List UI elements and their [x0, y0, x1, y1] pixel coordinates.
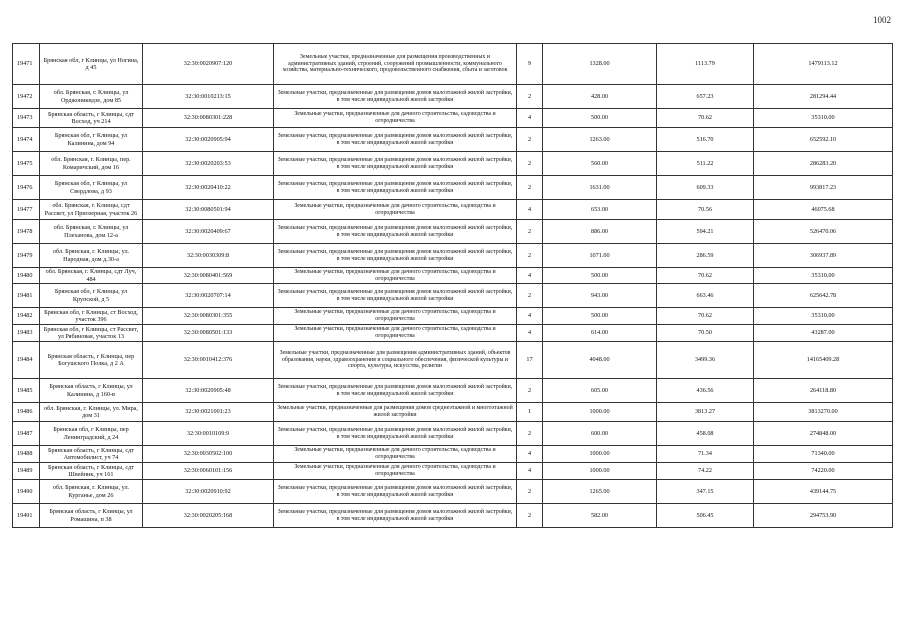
area-cell: 1631.00 — [543, 176, 657, 200]
address-cell: обл. Брянская, г. Клинцы, ул Плеханова, дом 12-а — [40, 220, 143, 244]
specific-value-cell: 3499.36 — [657, 342, 754, 379]
table-row — [13, 109, 893, 128]
area-cell: 1000.00 — [543, 463, 657, 480]
area-cell: 1265.00 — [543, 480, 657, 504]
cadastral-number-cell: 32:30:0020409:67 — [143, 220, 274, 244]
table-row — [13, 446, 893, 463]
specific-value-cell: 506.45 — [657, 504, 754, 528]
table-row — [13, 152, 893, 176]
address-cell: Брянская обл, г Клинцы, пер Ленинградский, д 24 — [40, 422, 143, 446]
land-use-cell: Земельные участки, предназначенные для размещения домов малоэтажной жилой застройки, в том числе индивидуальной жилой застройки — [274, 152, 517, 176]
cadastral-value-cell: 439144.75 — [754, 480, 893, 504]
land-use-cell: Земельные участки, предназначенные для размещения домов среднеэтажной и многоэтажной жилой застройки — [274, 403, 517, 422]
record-number-cell: 19482 — [13, 308, 40, 325]
land-use-cell: Земельные участки, предназначенные для размещения домов малоэтажной жилой застройки, в том числе индивидуальной жилой застройки — [274, 284, 517, 308]
land-use-cell: Земельные участки, предназначенные для размещения домов малоэтажной жилой застройки, в том числе индивидуальной жилой застройки — [274, 480, 517, 504]
land-use-cell: Земельные участки, предназначенные для размещения домов малоэтажной жилой застройки, в том числе индивидуальной жилой застройки — [274, 244, 517, 268]
land-use-cell: Земельные участки, предназначенные для дачного строительства, садоводства и огородничества — [274, 109, 517, 128]
record-number-cell: 19480 — [13, 268, 40, 284]
specific-value-cell: 70.62 — [657, 268, 754, 284]
area-cell: 1263.00 — [543, 128, 657, 152]
cadastral-value-cell: 625642.78 — [754, 284, 893, 308]
address-cell: Брянская область, г Клинцы, сдт Швейник, уч 161 — [40, 463, 143, 480]
cadastral-number-cell: 32:30:0080501:133 — [143, 325, 274, 342]
cadastral-value-cell: 46075.68 — [754, 200, 893, 220]
cadastral-number-cell: 32:30:0020905:48 — [143, 379, 274, 403]
address-cell: обл. Брянская, г. Клинцы, пер. Комаричский, дом 16 — [40, 152, 143, 176]
area-cell: 886.00 — [543, 220, 657, 244]
table-row — [13, 200, 893, 220]
specific-value-cell: 3813.27 — [657, 403, 754, 422]
record-number-cell: 19475 — [13, 152, 40, 176]
use-group-cell: 2 — [517, 244, 543, 268]
table-row — [13, 220, 893, 244]
record-number-cell: 19473 — [13, 109, 40, 128]
cadastral-number-cell: 32:30:0080301:355 — [143, 308, 274, 325]
table-row — [13, 284, 893, 308]
use-group-cell: 2 — [517, 480, 543, 504]
table-row — [13, 128, 893, 152]
specific-value-cell: 347.15 — [657, 480, 754, 504]
use-group-cell: 2 — [517, 422, 543, 446]
address-cell: Брянская обл, г Клинцы, ул Ногина, д 45 — [40, 44, 143, 85]
land-use-cell: Земельные участки, предназначенные для дачного строительства, садоводства и огородничества — [274, 325, 517, 342]
use-group-cell: 17 — [517, 342, 543, 379]
area-cell: 560.00 — [543, 152, 657, 176]
area-cell: 428.00 — [543, 85, 657, 109]
use-group-cell: 9 — [517, 44, 543, 85]
record-number-cell: 19483 — [13, 325, 40, 342]
address-cell: Брянская область, г Клинцы, пер Богушского Полка, д 2 А — [40, 342, 143, 379]
cadastral-number-cell: 32:30:0020205:168 — [143, 504, 274, 528]
cadastral-number-cell: 32:30:0060101:156 — [143, 463, 274, 480]
address-cell: Брянская обл, г Клинцы, ст Рассвет, ул Рябиновая, участок 13 — [40, 325, 143, 342]
address-cell: обл. Брянская, г. Клинцы, сдт Рассвет, ул Приозерная, участок 26 — [40, 200, 143, 220]
address-cell: Брянская область, г Клинцы, сдт Восход, уч 214 — [40, 109, 143, 128]
use-group-cell: 4 — [517, 268, 543, 284]
table-row — [13, 342, 893, 379]
area-cell: 653.00 — [543, 200, 657, 220]
cadastral-value-cell: 35310.00 — [754, 109, 893, 128]
land-use-cell: Земельные участки, предназначенные для размещения производственных и административных зданий, строений, сооружений промышленности, коммунального хозяйства, материально-технического, продовольственного снабжения, сбыта и заготовок — [274, 44, 517, 85]
use-group-cell: 4 — [517, 308, 543, 325]
cadastral-value-cell: 35310.00 — [754, 308, 893, 325]
cadastral-number-cell: 32:30:0010109:9 — [143, 422, 274, 446]
specific-value-cell: 663.46 — [657, 284, 754, 308]
cadastral-value-cell: 294753.90 — [754, 504, 893, 528]
table-row — [13, 268, 893, 284]
use-group-cell: 2 — [517, 504, 543, 528]
area-cell: 1000.00 — [543, 403, 657, 422]
cadastral-number-cell: 32:30:0030502:100 — [143, 446, 274, 463]
table-row — [13, 44, 893, 85]
record-number-cell: 19472 — [13, 85, 40, 109]
address-cell: обл. Брянская, г. Клинцы, ул. Курганье, дом 26 — [40, 480, 143, 504]
specific-value-cell: 74.22 — [657, 463, 754, 480]
address-cell: Брянская обл, г Клинцы, ул Свердлова, д 93 — [40, 176, 143, 200]
cadastral-number-cell: 32:30:0080301:228 — [143, 109, 274, 128]
land-use-cell: Земельные участки, предназначенные для размещения домов малоэтажной жилой застройки, в том числе индивидуальной жилой застройки — [274, 85, 517, 109]
table-row — [13, 504, 893, 528]
use-group-cell: 2 — [517, 176, 543, 200]
land-use-cell: Земельные участки, предназначенные для дачного строительства, садоводства и огородничества — [274, 463, 517, 480]
cadastral-number-cell: 32:30:0020905:94 — [143, 128, 274, 152]
cadastral-number-cell: 32:30:0010213:15 — [143, 85, 274, 109]
record-number-cell: 19476 — [13, 176, 40, 200]
use-group-cell: 2 — [517, 128, 543, 152]
table-row — [13, 422, 893, 446]
cadastral-value-cell: 1479113.12 — [754, 44, 893, 85]
specific-value-cell: 70.56 — [657, 200, 754, 220]
use-group-cell: 2 — [517, 220, 543, 244]
record-number-cell: 19477 — [13, 200, 40, 220]
record-number-cell: 19486 — [13, 403, 40, 422]
use-group-cell: 4 — [517, 325, 543, 342]
area-cell: 605.00 — [543, 379, 657, 403]
land-use-cell: Земельные участки, предназначенные для размещения домов малоэтажной жилой застройки, в том числе индивидуальной жилой застройки — [274, 379, 517, 403]
cadastral-value-cell: 286283.20 — [754, 152, 893, 176]
record-number-cell: 19490 — [13, 480, 40, 504]
specific-value-cell: 71.34 — [657, 446, 754, 463]
use-group-cell: 1 — [517, 403, 543, 422]
address-cell: Брянская область, г Клинцы, ул Ромашина, п 38 — [40, 504, 143, 528]
land-use-cell: Земельные участки, предназначенные для дачного строительства, садоводства и огородничества — [274, 268, 517, 284]
use-group-cell: 2 — [517, 284, 543, 308]
cadastral-number-cell: 32:30:0021001:23 — [143, 403, 274, 422]
cadastral-value-cell: 43287.00 — [754, 325, 893, 342]
area-cell: 4048.00 — [543, 342, 657, 379]
area-cell: 500.00 — [543, 109, 657, 128]
address-cell: обл. Брянская, г. Клинцы, ул Орджоникидзе, дом 85 — [40, 85, 143, 109]
specific-value-cell: 594.21 — [657, 220, 754, 244]
cadastral-value-cell: 306937.89 — [754, 244, 893, 268]
specific-value-cell: 511.22 — [657, 152, 754, 176]
area-cell: 500.00 — [543, 308, 657, 325]
record-number-cell: 19491 — [13, 504, 40, 528]
cadastral-number-cell: 32:30:0010412:376 — [143, 342, 274, 379]
address-cell: Брянская обл, г Клинцы, ул Калинина, дом 94 — [40, 128, 143, 152]
cadastral-number-cell: 32:30:0020410:22 — [143, 176, 274, 200]
cadastral-value-cell: 74220.00 — [754, 463, 893, 480]
land-use-cell: Земельные участки, предназначенные для размещения домов малоэтажной жилой застройки, в том числе индивидуальной жилой застройки — [274, 176, 517, 200]
cadastral-number-cell: 32:30:0020707:14 — [143, 284, 274, 308]
record-number-cell: 19484 — [13, 342, 40, 379]
specific-value-cell: 516.70 — [657, 128, 754, 152]
address-cell: Брянская область, г Клинцы, ул Калинина, д 160-в — [40, 379, 143, 403]
page-number: 1002 — [873, 15, 891, 25]
address-cell: обл. Брянская, г. Клинцы, сдт Луч, 484 — [40, 268, 143, 284]
cadastral-number-cell: 32:30:0020910:92 — [143, 480, 274, 504]
land-use-cell: Земельные участки, предназначенные для размещения домов малоэтажной жилой застройки, в том числе индивидуальной жилой застройки — [274, 422, 517, 446]
use-group-cell: 2 — [517, 379, 543, 403]
specific-value-cell: 286.59 — [657, 244, 754, 268]
land-use-cell: Земельные участки, предназначенные для дачного строительства, садоводства и огородничества — [274, 446, 517, 463]
cadastral-number-cell: 32:30:0080401:569 — [143, 268, 274, 284]
record-number-cell: 19474 — [13, 128, 40, 152]
area-cell: 500.00 — [543, 268, 657, 284]
area-cell: 1000.00 — [543, 446, 657, 463]
address-cell: Брянская обл, г Клинцы, ст Восход, участок 396 — [40, 308, 143, 325]
specific-value-cell: 70.62 — [657, 308, 754, 325]
cadastral-value-cell: 993817.23 — [754, 176, 893, 200]
table-row — [13, 176, 893, 200]
cadastral-value-cell: 264118.80 — [754, 379, 893, 403]
area-cell: 614.00 — [543, 325, 657, 342]
area-cell: 600.00 — [543, 422, 657, 446]
land-use-cell: Земельные участки, предназначенные для размещения домов малоэтажной жилой застройки, в том числе индивидуальной жилой застройки — [274, 128, 517, 152]
cadastral-value-cell: 71340.00 — [754, 446, 893, 463]
address-cell: Брянская обл, г Клинцы, ул Крупской, д 5 — [40, 284, 143, 308]
cadastral-value-cell: 3813270.00 — [754, 403, 893, 422]
record-number-cell: 19481 — [13, 284, 40, 308]
address-cell: обл. Брянская, г. Клинцы, ул. Народная, дом д.30-а — [40, 244, 143, 268]
specific-value-cell: 458.08 — [657, 422, 754, 446]
area-cell: 1071.00 — [543, 244, 657, 268]
specific-value-cell: 657.23 — [657, 85, 754, 109]
specific-value-cell: 609.33 — [657, 176, 754, 200]
record-number-cell: 19478 — [13, 220, 40, 244]
record-number-cell: 19489 — [13, 463, 40, 480]
record-number-cell: 19487 — [13, 422, 40, 446]
area-cell: 943.00 — [543, 284, 657, 308]
cadastral-number-cell: 32:30:0030309:8 — [143, 244, 274, 268]
table-row — [13, 85, 893, 109]
use-group-cell: 4 — [517, 200, 543, 220]
cadastral-value-cell: 14165409.28 — [754, 342, 893, 379]
record-number-cell: 19471 — [13, 44, 40, 85]
specific-value-cell: 1113.79 — [657, 44, 754, 85]
record-number-cell: 19479 — [13, 244, 40, 268]
land-use-cell: Земельные участки, предназначенные для размещения домов малоэтажной жилой застройки, в том числе индивидуальной жилой застройки — [274, 220, 517, 244]
use-group-cell: 4 — [517, 109, 543, 128]
land-use-cell: Земельные участки, предназначенные для размещения административных зданий, объектов образования, науки, здравоохранения и социального обеспечения, физической культуры и спорта, культуры, искусства, религии — [274, 342, 517, 379]
land-registry-table — [12, 43, 893, 528]
record-number-cell: 19488 — [13, 446, 40, 463]
table-row — [13, 480, 893, 504]
use-group-cell: 2 — [517, 152, 543, 176]
table-row — [13, 463, 893, 480]
cadastral-value-cell: 281294.44 — [754, 85, 893, 109]
cadastral-number-cell: 32:30:0020203:53 — [143, 152, 274, 176]
cadastral-value-cell: 526470.06 — [754, 220, 893, 244]
cadastral-number-cell: 32:30:0080501:94 — [143, 200, 274, 220]
land-use-cell: Земельные участки, предназначенные для дачного строительства, садоводства и огородничества — [274, 308, 517, 325]
specific-value-cell: 70.50 — [657, 325, 754, 342]
table-row — [13, 244, 893, 268]
cadastral-value-cell: 35310.00 — [754, 268, 893, 284]
address-cell: обл. Брянская, г. Клинцы, ул. Мира, дом 31 — [40, 403, 143, 422]
use-group-cell: 4 — [517, 446, 543, 463]
area-cell: 582.00 — [543, 504, 657, 528]
record-number-cell: 19485 — [13, 379, 40, 403]
specific-value-cell: 436.56 — [657, 379, 754, 403]
area-cell: 1328.00 — [543, 44, 657, 85]
cadastral-value-cell: 652592.10 — [754, 128, 893, 152]
table-row — [13, 308, 893, 325]
specific-value-cell: 70.62 — [657, 109, 754, 128]
cadastral-number-cell: 32:30:0020907:120 — [143, 44, 274, 85]
table-body — [13, 44, 893, 528]
address-cell: Брянская область, г Клинцы, сдт Автомобилист, уч 74 — [40, 446, 143, 463]
table-row — [13, 403, 893, 422]
table-row — [13, 325, 893, 342]
use-group-cell: 4 — [517, 463, 543, 480]
land-use-cell: Земельные участки, предназначенные для дачного строительства, садоводства и огородничества — [274, 200, 517, 220]
table-row — [13, 379, 893, 403]
cadastral-value-cell: 274848.00 — [754, 422, 893, 446]
use-group-cell: 2 — [517, 85, 543, 109]
land-use-cell: Земельные участки, предназначенные для размещения домов малоэтажной жилой застройки, в том числе индивидуальной жилой застройки — [274, 504, 517, 528]
